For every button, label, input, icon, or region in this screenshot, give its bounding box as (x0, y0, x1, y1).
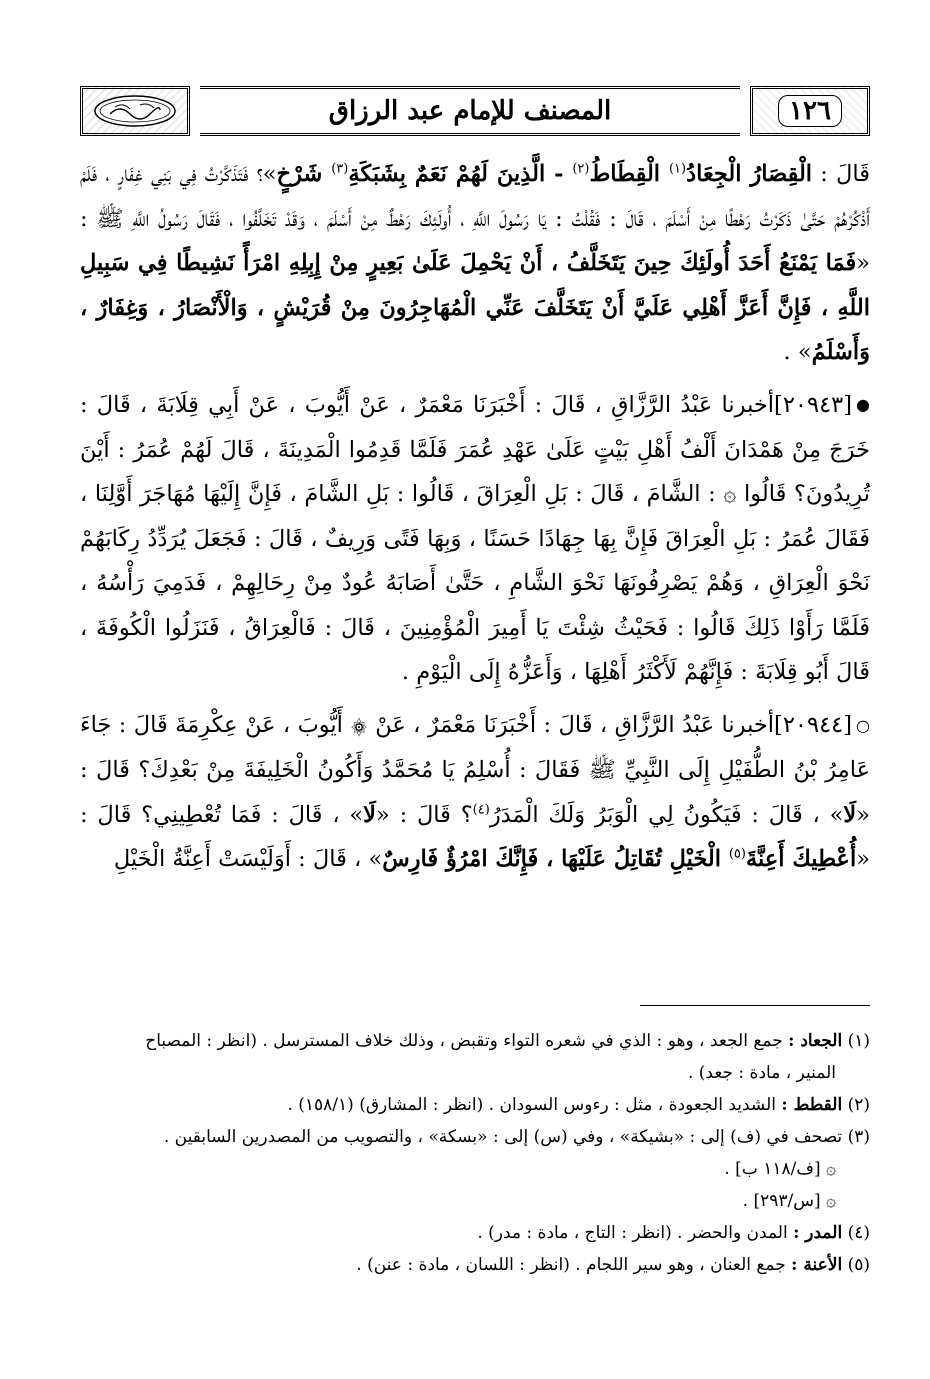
footnotes (80, 1025, 870, 1281)
publisher-logo (80, 86, 190, 136)
footnote-ref[interactable]: (٥) (728, 846, 746, 862)
hadith-20944: ○[٢٠٩٤٤]أخبرنا عَبْدُ الرَّزَّاقِ ، قَالَ : أَخْبَرَنَا مَعْمَرٌ ، عَنْ ۞ أَيُّوبَ ، عَنْ عِكْرِمَةَ قَالَ : جَاءَ عَامِرُ بْنُ الطُّفَيْلِ إِلَى النَّبِيِّ ﷺ فَقَالَ : أُسْلِمُ يَا مُحَمَّدُ وَأَكُونُ الْخَلِيفَةَ مِنْ بَعْدِكَ؟ قَالَ : «لَا» ، قَالَ : فَيَكُونُ لِي الْوَبَرُ وَلَكَ الْمَدَرُ$^{(٤)}$؟ قَالَ : «لَا» ، قَالَ : فَمَا تُعْطِينِي؟ قَالَ : «أُعْطِيكَ أَعِنَّةَ$^{(٥)}$ الْخَيْلِ تُقَاتِلُ عَلَيْهَا ، فَإِنَّكَ امْرُؤٌ فَارِسٌ» ، قَالَ : أَوَلَيْسَتْ أَعِنَّةُ الْخَيْلِ (80, 703, 870, 882)
paragraph-continuation: قَالَ : الْقِصَارُ الْجِعَادُ$^{(١)}$ الْقِطَاطُ$^{(٢)}$ - الَّذِينَ لَهُمْ نَعَمٌ بِشَبَكَةِ$^{(٣)}$ شَرْخٍ»؟ فَتَذَكَّرْتُ فِي بَنِي غِفَارٍ ، فَلَمْ أَذْكُرْهُمْ حَتَّىٰ ذَكَرْتُ رَهْطًا مِنْ أَسْلَمَ ، قَالَ : فَقُلْتُ : يَا رَسُولَ اللَّهِ ، أُولَئِكَ رَهْطٌ مِنْ أَسْلَمَ ، وَقَدْ تَخَلَّفُوا ، فَقَالَ رَسُولُ اللَّهِ ﷺ : «فَمَا يَمْنَعُ أَحَدَ أُولَئِكَ حِينَ يَتَخَلَّفُ ، أَنْ يَحْمِلَ عَلَىٰ بَعِيرٍ مِنْ إِبِلِهِ امْرَأً نَشِيطًا فِي سَبِيلِ اللَّهِ ، فَإِنَّ أَعَزَّ أَهْلِي عَلَيَّ أَنْ يَتَخَلَّفَ عَنِّي الْمُهَاجِرُونَ مِنْ قُرَيْشٍ ، وَالْأَنْصَارُ ، وَغِفَارٌ ، وَأَسْلَمُ» . (80, 161, 870, 365)
akhbarana-abbrev: أخبرنا (721, 391, 775, 418)
footnote-3: (٣) تصحف في (ف) إلى : «بشيكة» ، وفي (س) إلى : «بسكة» ، والتصويب من المصدرين السابقين . (163, 1127, 870, 1147)
hadith-number: [٢٠٩٤٤] (774, 711, 853, 738)
page-header (80, 80, 870, 142)
book-page (80, 80, 870, 1340)
akhbarana-abbrev: أخبرنا (721, 711, 775, 738)
bullet-hollow-icon: ○ (856, 715, 870, 735)
footnote-ref[interactable]: (٤) (472, 802, 490, 817)
main-text (80, 152, 870, 882)
footnote-divider (640, 1005, 870, 1006)
book-title: المصنف للإمام عبد الرزاق (328, 96, 612, 126)
footnote-ref[interactable]: (١) (668, 161, 687, 177)
footnote-ref[interactable]: (٢) (572, 161, 590, 177)
manuscript-ref-1: ۞ [ف/١١٨ ب] . (724, 1159, 836, 1179)
page-number-frame (750, 86, 870, 136)
hadith-20943 (80, 383, 870, 695)
bullet-filled-icon: ● (856, 395, 870, 415)
logo-emblem-icon (90, 92, 180, 130)
footnote-2: (٢) القطط : الشديد الجعودة ، مثل : رءوس السودان . (انظر : المشارق) (١٥٨/١) . (287, 1095, 870, 1115)
running-title (200, 86, 740, 136)
footnote-1: (١) الجعاد : جمع الجعد ، وهو : الذي في شعره التواء وتقبض ، وذلك خلاف المسترسل . (انظر : المصباح (145, 1031, 870, 1051)
hadith-number: [٢٠٩٤٣] (774, 391, 853, 418)
footnote-4: (٤) المدر : المدن والحضر . (انظر : التاج ، مادة : مدر) . (477, 1223, 870, 1243)
footnote-1-continuation: المنير ، مادة : جعد) . (687, 1063, 836, 1083)
page-number: ١٢٦ (778, 95, 842, 127)
manuscript-ref-2: ۞ [س/٢٩٣] . (742, 1191, 836, 1211)
hadith-text: عَبْدُ الرَّزَّاقِ ، قَالَ : أَخْبَرَنَا مَعْمَرٌ ، عَنْ أَيُّوبَ ، عَنْ أَبِي قِلَابَةَ ، قَالَ : خَرَجَ مِنْ هَمْدَانَ أَلْفُ أَهْلِ بَيْتٍ عَلَىٰ عَهْدِ عُمَرَ فَلَمَّا قَدِمُوا الْمَدِينَةَ ، قَالَ لَهُمْ عُمَرُ : أَيْنَ تُرِيدُونَ؟ قَالُوا ۞ : الشَّامَ ، قَالَ : بَلِ الْعِرَاقَ ، قَالُوا : بَلِ الشَّامَ ، فَإِنَّ إِلَيْهَا مُهَاجَرَ أَوَّلِنَا ، فَقَالَ عُمَرُ : بَلِ الْعِرَاقَ فَإِنَّ بِهَا جِهَادًا حَسَنًا ، وَبِهَا فَتًى وَرِيفٌ ، قَالَ : فَجَعَلَ يُرَدِّدُ رِكَابَهُمْ نَحْوَ الْعِرَاقِ ، وَهُمْ يَصْرِفُونَهَا نَحْوَ الشَّامِ ، حَتَّىٰ أَصَابَهُ عُودٌ مِنْ رِحَالِهِمْ ، فَدَمِيَ رَأْسُهُ ، فَلَمَّا رَأَوْا ذَلِكَ قَالُوا : فَحَيْثُ شِئْتَ يَا أَمِيرَ الْمُؤْمِنِينَ ، قَالَ : فَالْعِرَاقُ ، فَنَزَلُوا الْكُوفَةَ ، قَالَ أَبُو قِلَابَةَ : فَإِنَّهُمْ لَأَكْثَرُ أَهْلِهَا ، وَأَعَزُّهُ إِلَى الْيَوْمِ . (80, 391, 870, 686)
footnote-ref[interactable]: (٣) (331, 161, 349, 177)
footnote-5: (٥) الأعنة : جمع العنان ، وهو سير اللجام . (انظر : اللسان ، مادة : عنن) . (356, 1255, 870, 1275)
